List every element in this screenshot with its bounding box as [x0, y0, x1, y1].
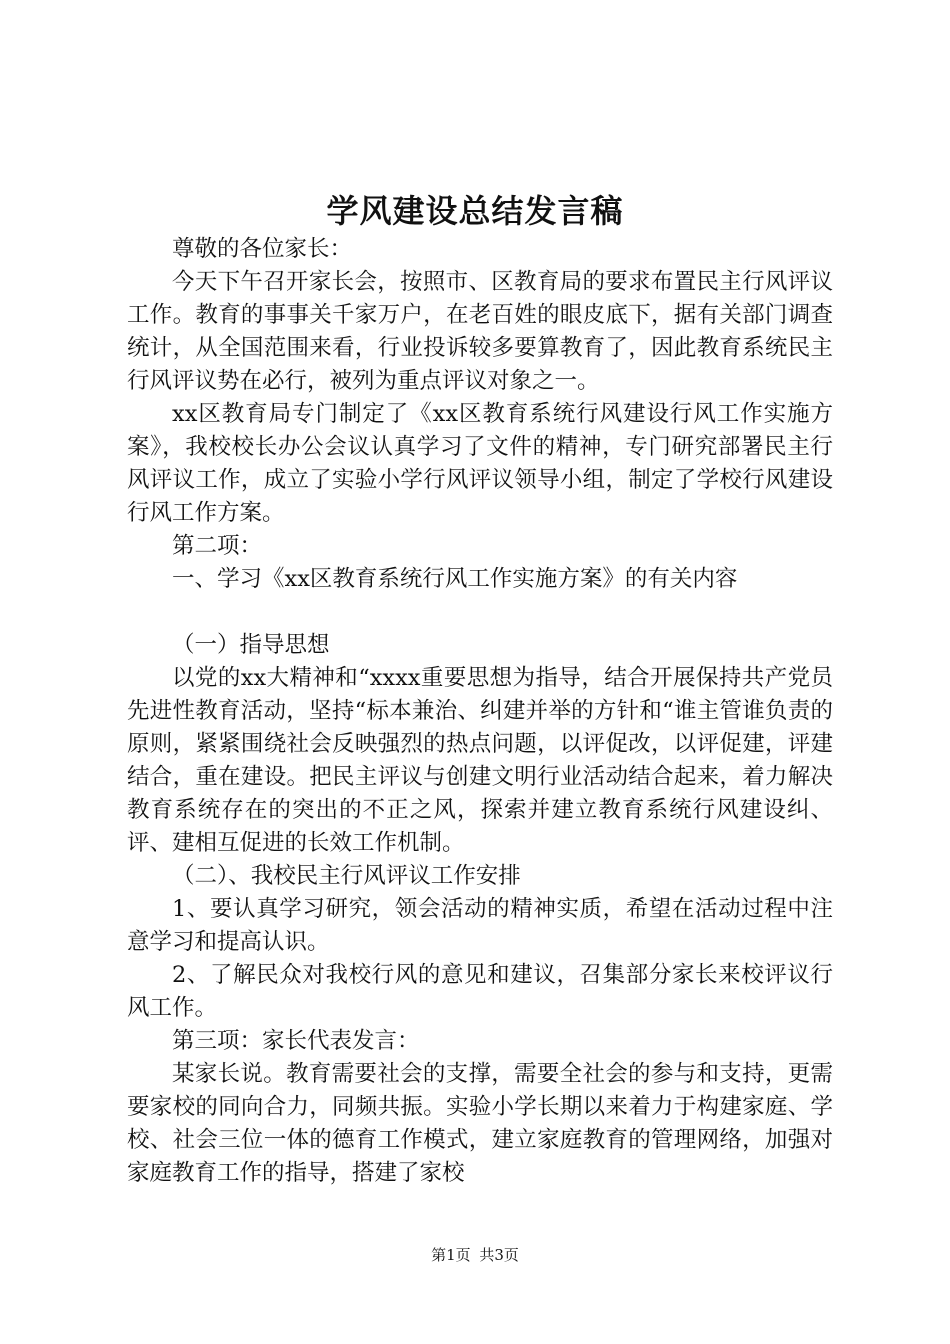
- guiding-thought-heading: （一）指导思想: [172, 632, 330, 658]
- section-one-heading: 一、学习《xx区教育系统行风工作实施方案》的有关内容: [172, 566, 738, 592]
- bureau-plan-paragraph: xx区教育局专门制定了《xx区教育系统行风建设行风工作实施方案》，我校校长办公会议认真学习了文件的精神，专门研究部署民主行风评议工作，成立了实验小学行风评议领导小组，制定了学校行风建设行风工作方案。: [127, 401, 833, 526]
- salutation-paragraph: 尊敬的各位家长：: [172, 236, 353, 262]
- page-number-footer: 第1页 共3页: [431, 1246, 519, 1264]
- document-body: [127, 233, 833, 1190]
- arrangement-heading: （二）、我校民主行风评议工作安排: [172, 863, 521, 889]
- guiding-thought-paragraph: 以党的xx大精神和“xxxx重要思想为指导，结合开展保持共产党员先进性教育活动，坚持“标本兼治、纠建并举的方针和“谁主管谁负责的原则，紧紧围绕社会反映强烈的热点问题，以评促改，以评促建，评建结合，重在建设。把民主评议与创建文明行业活动结合起来，着力解决教育系统存在的突出的不正之风，探索并建立教育系统行风建设纠、评、建相互促进的长效工作机制。: [127, 665, 833, 856]
- item-two-heading: 第二项：: [172, 533, 263, 559]
- item-three-heading: 第三项：家长代表发言：: [172, 1028, 420, 1054]
- parent-speech-paragraph: 某家长说。教育需要社会的支撑，需要全社会的参与和支持，更需要家校的同向合力，同频共振。实验小学长期以来着力于构建家庭、学校、社会三位一体的德育工作模式，建立家庭教育的管理网络，加强对家庭教育工作的指导，搭建了家校: [127, 1061, 833, 1186]
- arrangement-item-2: 2、了解民众对我校行风的意见和建议，召集部分家长来校评议行风工作。: [127, 962, 833, 1021]
- intro-paragraph: 今天下午召开家长会，按照市、区教育局的要求布置民主行风评议工作。教育的事事关千家万户，在老百姓的眼皮底下，据有关部门调查统计，从全国范围来看，行业投诉较多要算教育了，因此教育系统民主行风评议势在必行，被列为重点评议对象之一。: [127, 269, 833, 394]
- document-title: 学风建设总结发言稿: [326, 192, 624, 230]
- arrangement-item-1: 1、要认真学习研究，领会活动的精神实质，希望在活动过程中注意学习和提高认识。: [127, 896, 833, 955]
